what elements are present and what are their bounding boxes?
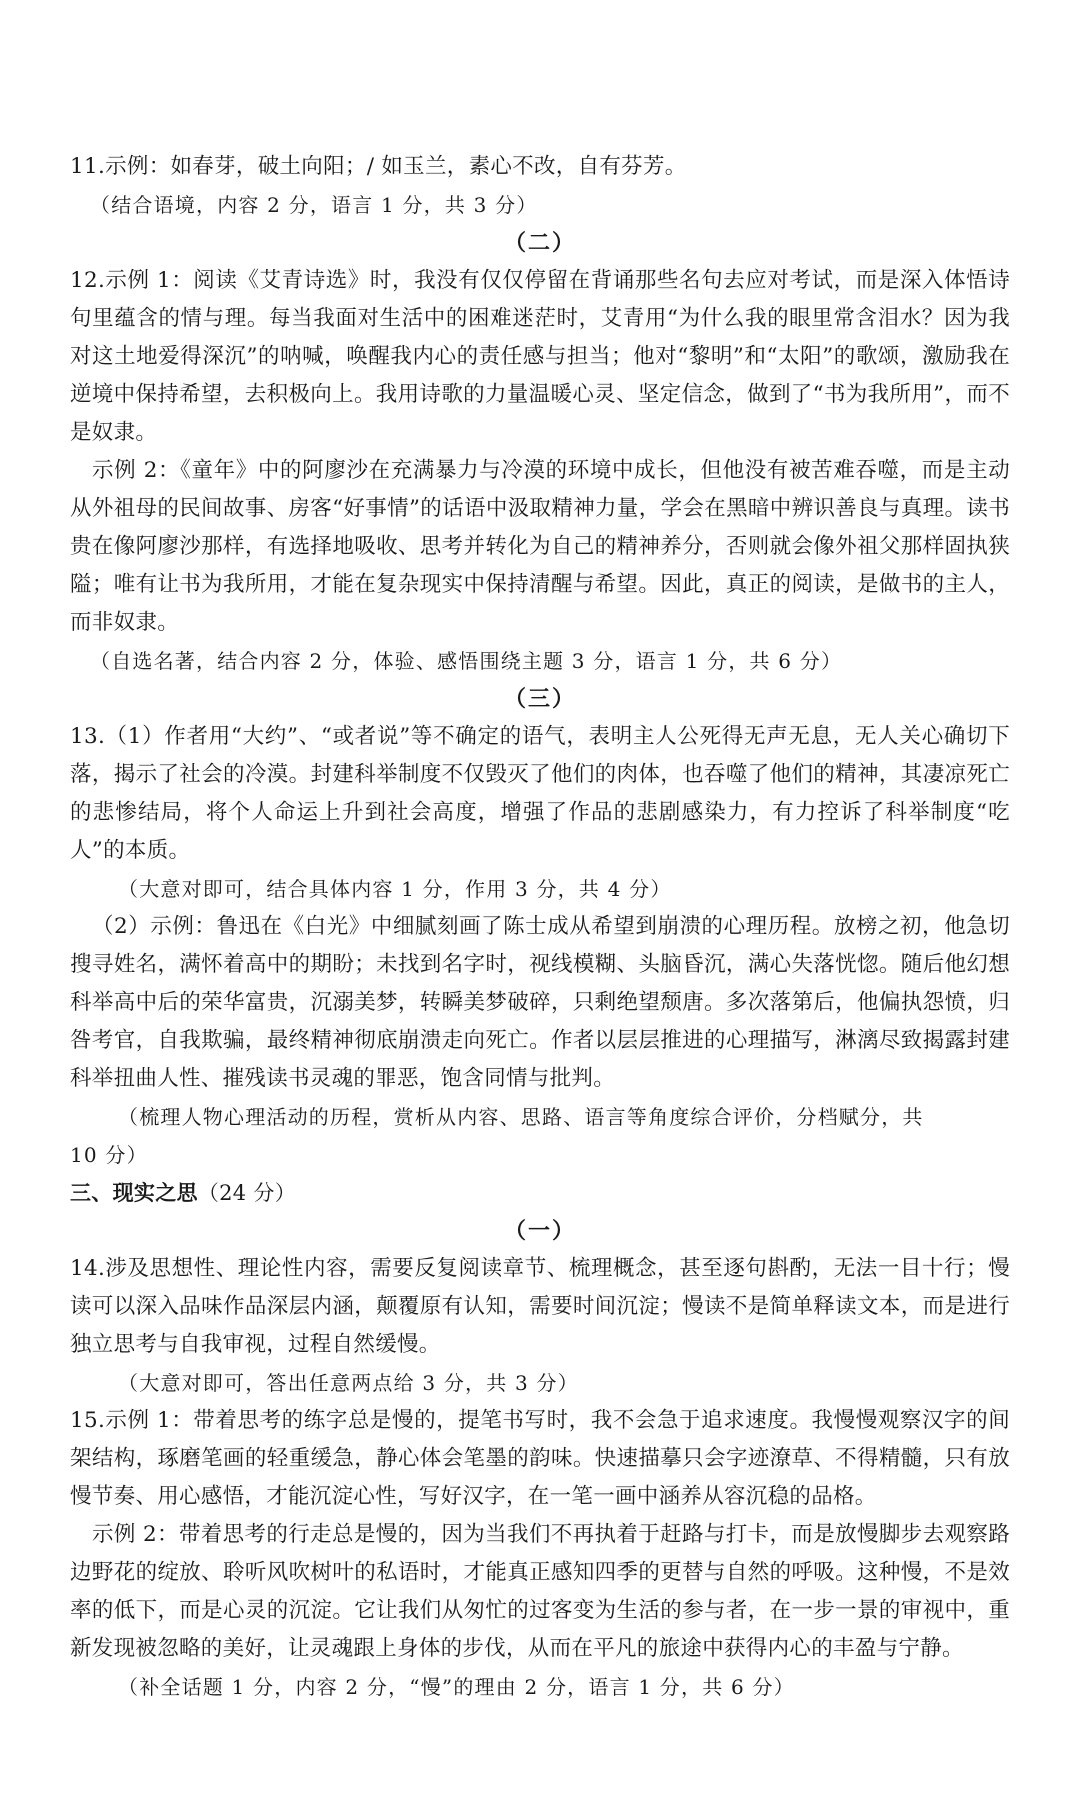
q15-example-2: 示例 2：带着思考的行走总是慢的，因为当我们不再执着于赶路与打卡，而是放慢脚步去观察路边野花的绽放、聆听风吹树叶的私语时，才能真正感知四季的更替与自然的呼吸。这种慢，不是效率的低下，而是心灵的沉淀。它让我们从匆忙的过客变为生活的参与者，在一步一景的审视中，重新发现被忽略的美好，让灵魂跟上身体的步伐，从而在平凡的旅途中获得内心的丰盈与宁静。 (70, 1522, 1010, 1661)
section-marker-3: （三） (503, 686, 576, 712)
q11-scoring-note: （结合语境，内容 2 分，语言 1 分，共 3 分） (90, 193, 538, 217)
q13-part-2: （2）示例：鲁迅在《白光》中细腻刻画了陈士成从希望到崩溃的心理历程。放榜之初，他急切搜寻姓名，满怀着高中的期盼；未找到名字时，视线模糊、头脑昏沉，满心失落恍惚。随后他幻想科举高中后的荣华富贵，沉溺美梦，转瞬美梦破碎，只剩绝望颓唐。多次落第后，他偏执怨愤，归咎考官，自我欺骗，最终精神彻底崩溃走向死亡。作者以层层推进的心理描写，淋漓尽致揭露封建科举扭曲人性、摧残读书灵魂的罪恶，饱含同情与批判。 (70, 914, 1010, 1091)
q15-scoring-note: （补全话题 1 分，内容 2 分，“慢”的理由 2 分，语言 1 分，共 6 分） (118, 1675, 795, 1699)
part-3-title: 三、现实之思 (70, 1181, 198, 1205)
q11-answer: 11.示例：如春芽，破土向阳；/ 如玉兰，素心不改，自有芬芳。 (70, 154, 687, 179)
q12-example-2: 示例 2：《童年》中的阿廖沙在充满暴力与冷漠的环境中成长，但他没有被苦难吞噬，而是主动从外祖母的民间故事、房客“好事情”的话语中汲取精神力量，学会在黑暗中辨识善良与真理。读书贵在像阿廖沙那样，有选择地吸收、思考并转化为自己的精神养分，否则就会像外祖父那样固执狭隘；唯有让书为我所用，才能在复杂现实中保持清醒与希望。因此，真正的阅读，是做书的主人，而非奴隶。 (70, 458, 1010, 635)
part-3-score: （24 分） (197, 1181, 297, 1205)
part-3-heading (70, 1174, 1010, 1212)
q13-part-1-scoring-note: （大意对即可，结合具体内容 1 分，作用 3 分，共 4 分） (118, 877, 672, 901)
q13-part-2-scoring-note-line-1: （梳理人物心理活动的历程，赏析从内容、思路、语言等角度综合评价，分档赋分，共 (118, 1105, 924, 1129)
q15-example-1: 15.示例 1：带着思考的练字总是慢的，提笔书写时，我不会急于追求速度。我慢慢观察汉字的间架结构，琢磨笔画的轻重缓急，静心体会笔墨的韵味。快速描摹只会字迹潦草、不得精髓，只有放慢节奏、用心感悟，才能沉淀心性，写好汉字，在一笔一画中涵养从容沉稳的品格。 (70, 1408, 1010, 1509)
q13-part-2-scoring-note-line-2: 10 分） (70, 1143, 148, 1167)
q14-answer: 14.涉及思想性、理论性内容，需要反复阅读章节、梳理概念，甚至逐句斟酌，无法一目十行；慢读可以深入品味作品深层内涵，颠覆原有认知，需要时间沉淀；慢读不是简单释读文本，而是进行独立思考与自我审视，过程自然缓慢。 (70, 1256, 1010, 1357)
q13-part-1: 13.（1）作者用“大约”、“或者说”等不确定的语气，表明主人公死得无声无息，无人关心确切下落，揭示了社会的冷漠。封建科举制度不仅毁灭了他们的肉体，也吞噬了他们的精神，其凄凉死亡的悲惨结局，将个人命运上升到社会高度，增强了作品的悲剧感染力，有力控诉了科举制度“吃人”的本质。 (70, 724, 1010, 863)
q12-scoring-note: （自选名著，结合内容 2 分，体验、感悟围绕主题 3 分，语言 1 分，共 6 分） (90, 649, 843, 673)
section-marker-1: （一） (503, 1218, 576, 1244)
section-marker-2: （二） (503, 230, 576, 256)
q12-example-1: 12.示例 1：阅读《艾青诗选》时，我没有仅仅停留在背诵那些名句去应对考试，而是深入体悟诗句里蕴含的情与理。每当我面对生活中的困难迷茫时，艾青用“为什么我的眼里常含泪水？因为我对这土地爱得深沉”的呐喊，唤醒我内心的责任感与担当；他对“黎明”和“太阳”的歌颂，激励我在逆境中保持希望，去积极向上。我用诗歌的力量温暖心灵、坚定信念，做到了“书为我所用”，而不是奴隶。 (70, 268, 1010, 445)
q14-scoring-note: （大意对即可，答出任意两点给 3 分，共 3 分） (118, 1371, 579, 1395)
answer-sheet-page (70, 148, 1010, 1706)
